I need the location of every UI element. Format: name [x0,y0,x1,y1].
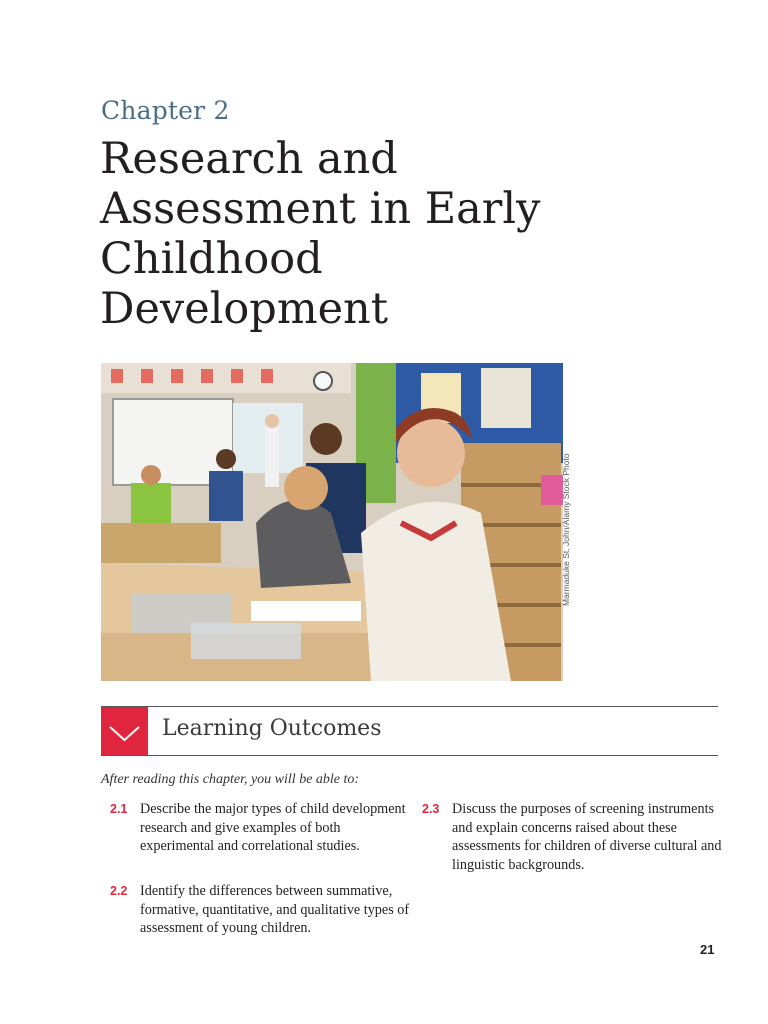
photo-credit: Marmaduke St. John/Alamy Stock Photo [561,453,571,606]
page-number: 21 [700,942,715,957]
outcome-number: 2.2 [110,884,128,898]
learning-outcomes-header [101,706,718,756]
chapter-label: Chapter 2 [101,96,230,125]
chapter-photo [101,363,563,681]
outcome-number: 2.3 [422,802,440,816]
chevron-down-icon [101,707,148,755]
outcome-text: Describe the major types of child development research and give examples of both experimental and correlational studies. [140,801,406,854]
outcome-number: 2.1 [110,802,128,816]
outcome-text: Identify the differences between summative, formative, quantitative, and qualitative types of assessment of young children. [140,883,410,936]
learning-outcomes-title: Learning Outcomes [162,716,382,741]
learning-outcomes-intro: After reading this chapter, you will be able to: [101,772,360,787]
chapter-title: Research and Assessment in Early Childhood Development [100,134,541,334]
outcome-text: Discuss the purposes of screening instruments and explain concerns raised about these assessments for children of diverse cultural and linguistic backgrounds. [452,801,722,873]
